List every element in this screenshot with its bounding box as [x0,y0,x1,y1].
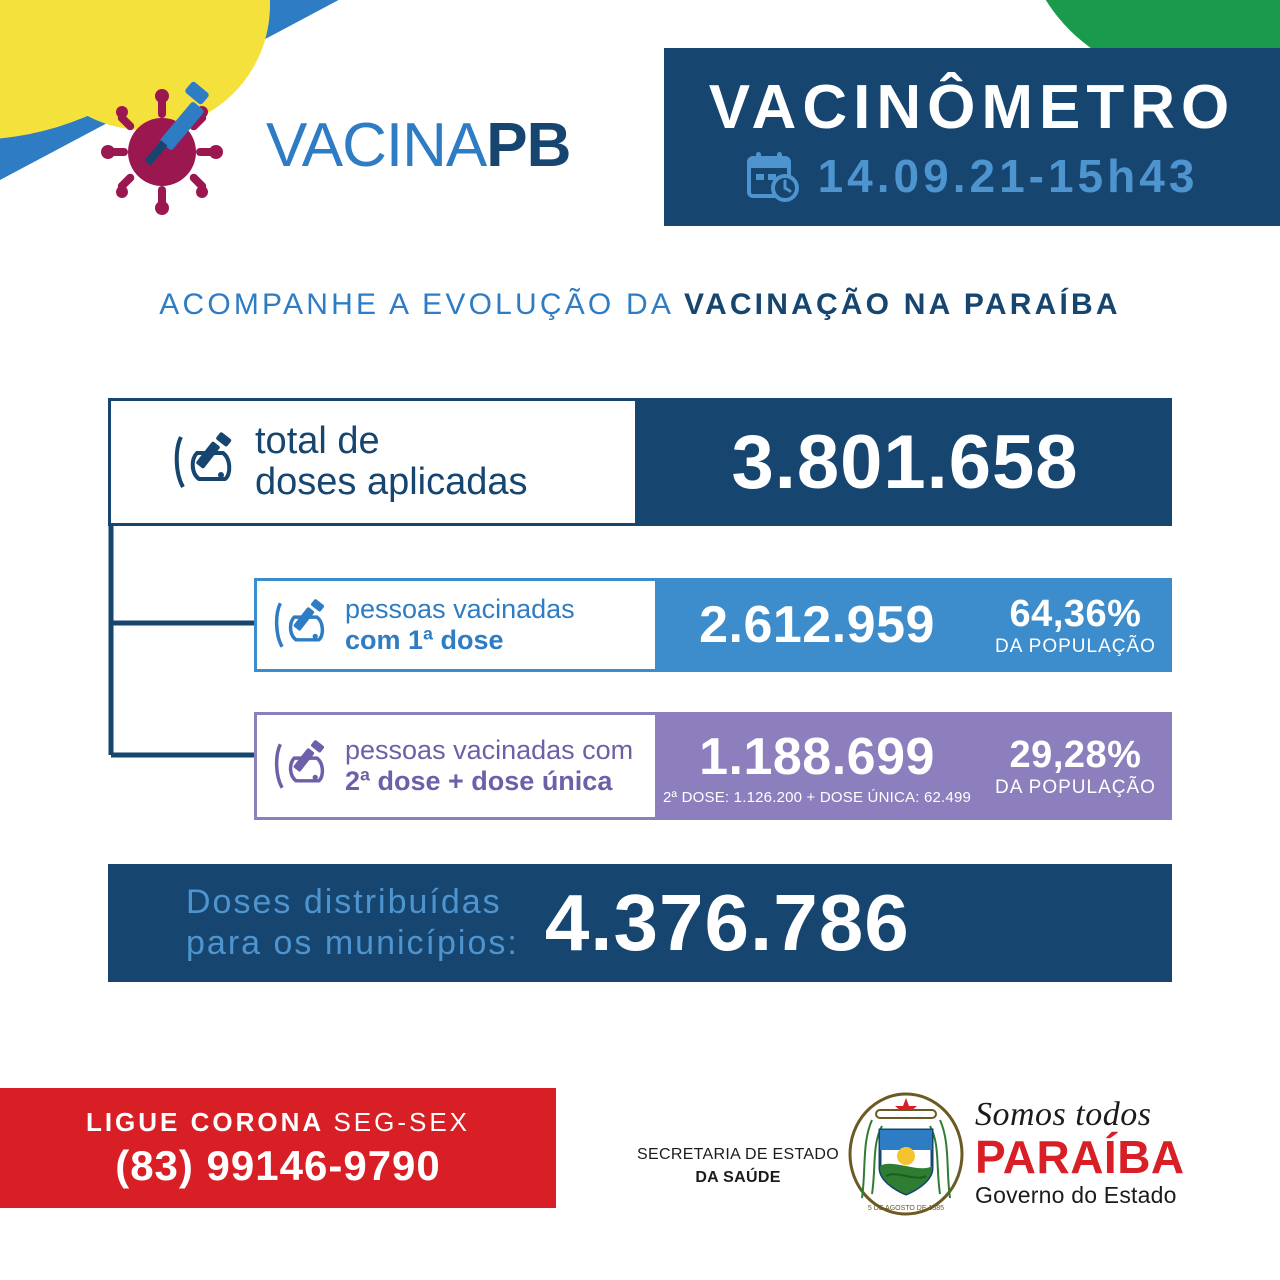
second-dose-percent-caption: DA POPULAÇÃO [995,776,1156,798]
total-doses-label [255,421,528,503]
page-title: VACINÔMETRO [708,73,1236,142]
government-brand [975,1098,1195,1209]
second-dose-value: 1.188.699 [699,727,935,786]
first-dose-percent-block [979,593,1172,658]
svg-text:5 DE AGOSTO DE 1585: 5 DE AGOSTO DE 1585 [867,1205,945,1212]
second-dose-label-line2: 2ª dose + dose única [345,766,613,796]
syringe-arm-icon [173,431,241,493]
brand-paraiba: PARAÍBA [975,1131,1185,1183]
corona-hotline-block [0,1088,556,1208]
total-label-line1: total de [255,419,380,462]
second-dose-percent-block [979,734,1172,799]
secretariat-text [628,1143,848,1189]
second-dose-label-line1: pessoas vacinadas com [345,734,634,765]
paraiba-coat-of-arms-icon [846,1090,966,1218]
header-date: 14.09.21-15h43 [817,150,1199,202]
secretariat-line1: SECRETARIA DE ESTADO [637,1146,839,1163]
hotline-label-bold: LIGUE CORONA [85,1106,334,1137]
subtitle-light: ACOMPANHE A EVOLUÇÃO DA [159,288,684,321]
syringe-arm-icon [273,598,333,652]
total-doses-row [108,398,1172,526]
second-dose-value-block [658,727,976,806]
header-date-row [664,149,1280,203]
logo-text-bold: PB [486,110,571,180]
secretariat-line2: DA SAÚDE [695,1169,781,1187]
calendar-clock-icon [746,150,800,202]
first-dose-label [345,594,575,656]
distributed-label-line2: para os municípios: [186,924,519,962]
virus-syringe-icon [100,70,250,220]
first-dose-row [254,578,1172,672]
first-dose-label-line1: pessoas vacinadas [345,593,575,624]
distributed-doses-value: 4.376.786 [544,878,910,967]
brand-governo: Governo do Estado [975,1182,1177,1208]
first-dose-values [658,578,1172,672]
second-dose-breakdown: 2ª DOSE: 1.126.200 + DOSE ÚNICA: 62.499 [662,788,972,806]
total-doses-label-box [108,398,638,526]
logo-wordmark [266,110,570,181]
header-panel [664,48,1280,226]
first-dose-label-box [254,578,658,672]
first-dose-percent-caption: DA POPULAÇÃO [995,635,1156,657]
total-label-line2: doses aplicadas [255,461,528,503]
logo-text-light: VACINA [266,110,487,180]
subtitle [0,288,1280,322]
first-dose-percent: 64,36% [1009,592,1142,635]
second-dose-values [658,712,1172,820]
total-doses-value: 3.801.658 [731,419,1079,505]
hotline-label [86,1107,470,1138]
second-dose-row [254,712,1172,820]
syringe-arm-icon [273,739,333,793]
subtitle-bold: VACINAÇÃO NA PARAÍBA [683,288,1121,321]
second-dose-label-box [254,712,658,820]
distributed-label-line1: Doses distribuídas [186,882,502,921]
distributed-doses-row [108,864,1172,982]
vacinapb-logo [100,70,570,220]
distributed-doses-label [186,882,519,965]
second-dose-percent: 29,28% [1009,733,1142,776]
first-dose-value: 2.612.959 [699,596,935,654]
hotline-label-light: SEG-SEX [333,1106,471,1137]
hotline-number[interactable]: (83) 99146-9790 [115,1141,441,1189]
brand-somos-todos: Somos todos [975,1096,1152,1133]
first-dose-label-line2: com 1ª dose [345,625,504,655]
second-dose-label [345,735,633,797]
